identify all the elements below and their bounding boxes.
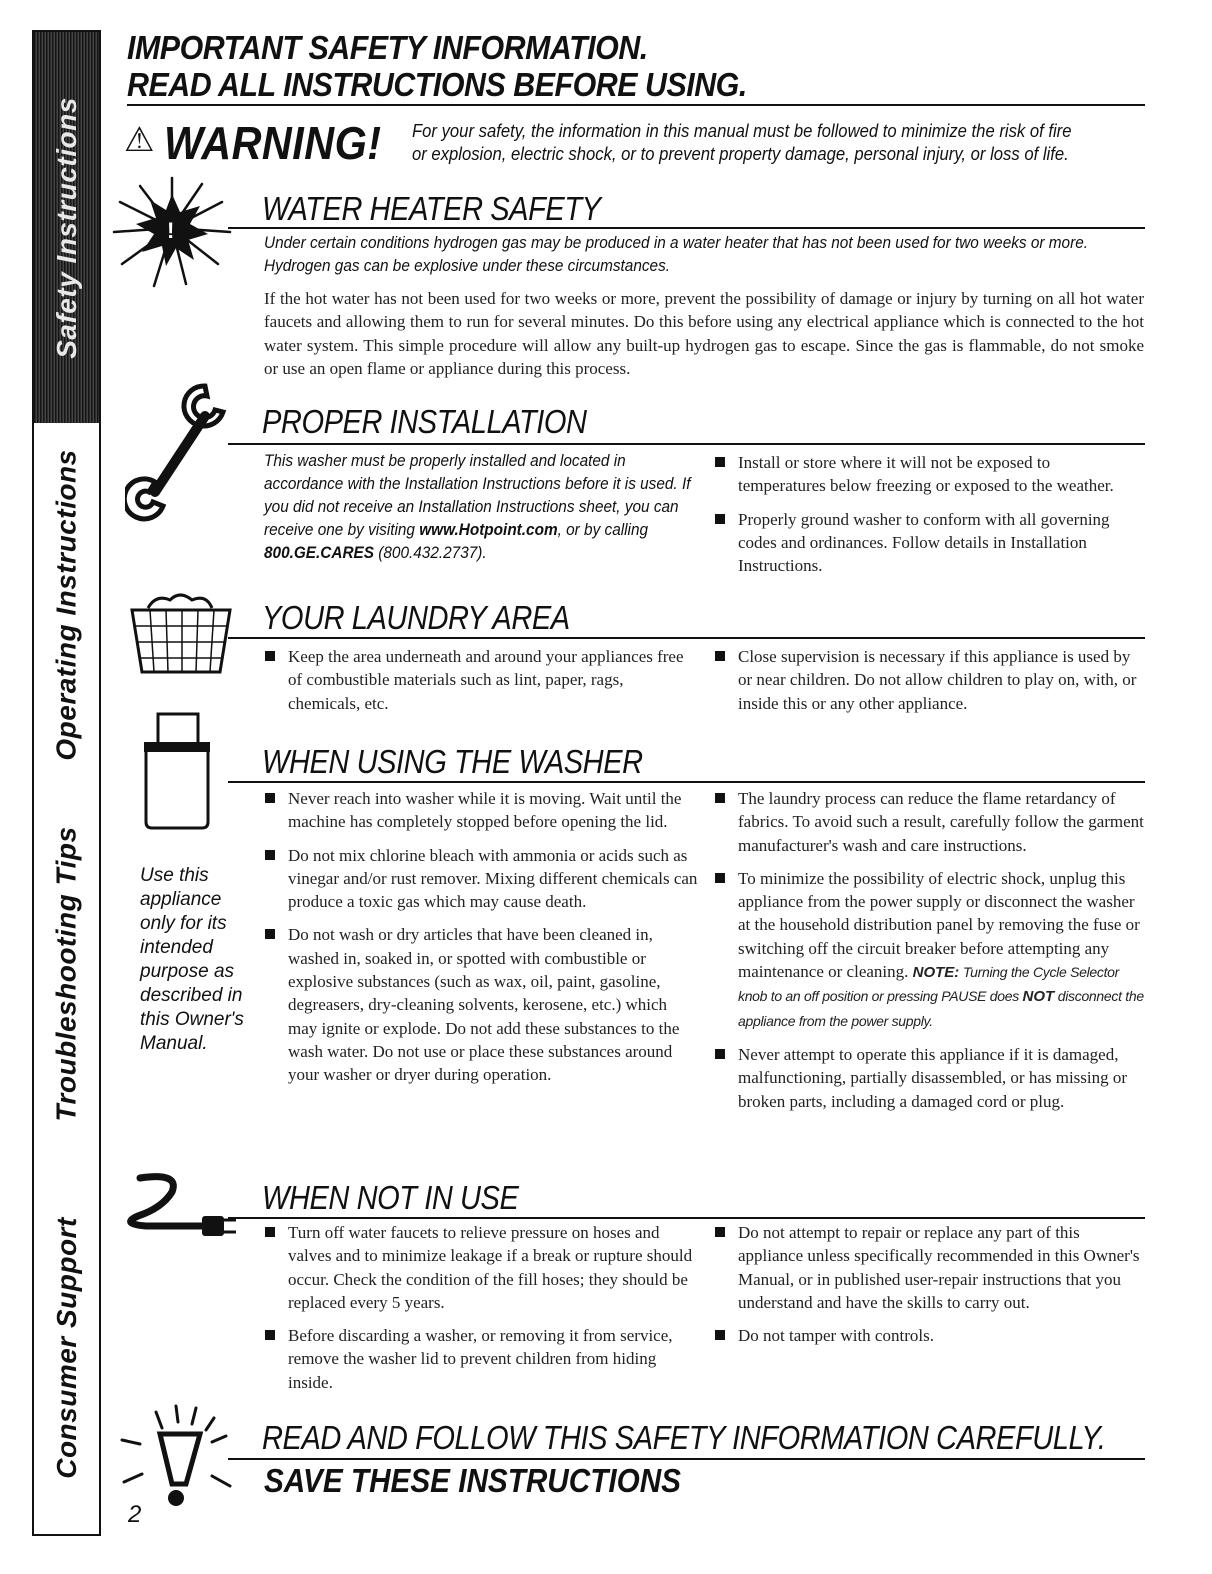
alert-bulb-icon xyxy=(118,1402,248,1512)
list-item: Do not tamper with controls. xyxy=(712,1324,1144,1347)
svg-text:!: ! xyxy=(167,218,175,243)
list-item: Install or store where it will not be exposed to temperatures below freezing or exposed to the weather. xyxy=(712,451,1142,498)
section-rule xyxy=(228,443,1145,445)
section-rule xyxy=(228,227,1145,229)
section-heading-water-heater: WATER HEATER SAFETY xyxy=(262,190,601,227)
laundry-basket-icon xyxy=(126,590,236,680)
tab-consumer-support[interactable] xyxy=(32,1162,101,1536)
tab-label: Operating Instructions xyxy=(50,448,82,761)
warning-text-2: or explosion, electric shock, or to prevent property damage, personal injury, or loss of life. xyxy=(412,143,1069,164)
using-list-right xyxy=(712,787,1146,1123)
list-item: To minimize the possibility of electric shock, unplug this appliance from the power supply or disconnect the washer at the household distribution panel by removing the fuse or switching off the circuit breaker before attempting any maintenance or cleaning. NOTE: Turning the Cycle Selector knob to an off position or pressing PAUSE does NOT disconnect the appliance from the power supply. xyxy=(712,867,1146,1033)
list-item: Do not mix chlorine bleach with ammonia or acids such as vinegar and/or rust remover. Mixing different chemicals can produce a toxic gas which may cause death. xyxy=(262,844,698,914)
section-heading-laundry-area: YOUR LAUNDRY AREA xyxy=(262,599,570,636)
section-rule xyxy=(228,781,1145,783)
list-item: Never reach into washer while it is moving. Wait until the machine has completely stopped before opening the lid. xyxy=(262,787,698,834)
list-item: Keep the area underneath and around your appliances free of combustible materials such as lint, paper, rags, chemicals, etc. xyxy=(262,645,692,715)
wrench-icon xyxy=(125,382,235,532)
phone-name: 800.GE.CARES xyxy=(264,544,375,562)
water-heater-lead: Under certain conditions hydrogen gas may be produced in a water heater that has not been used for two weeks or more. Hydrogen gas can be explosive under these circumstances. xyxy=(264,234,1088,275)
section-heading-not-in-use: WHEN NOT IN USE xyxy=(262,1179,519,1216)
section-heading-installation: PROPER INSTALLATION xyxy=(262,403,587,440)
installation-lead: This washer must be properly installed and located in accordance with the Installation Instructions before it is used. If you did not receive an Installation Instructions sheet, you can receive one by visiting www.Hotpoint.com, or by calling 800.GE.CARES (800.432.2737). xyxy=(264,452,691,562)
laundry-list-left xyxy=(262,645,692,725)
list-item: Never attempt to operate this appliance if it is damaged, malfunctioning, partially disassembled, or has missing or broken parts, including a damaged cord or plug. xyxy=(712,1043,1146,1113)
website-link[interactable]: www.Hotpoint.com xyxy=(419,521,558,539)
water-heater-body: If the hot water has not been used for two weeks or more, prevent the possibility of damage or injury by turning on all hot water faucets and allowing them to run for several minutes. Do this before using any electrical appliance which is connected to the hot water system. This simple procedure will allow any built-up hydrogen gas to escape. Since the gas is flammable, do not smoke or use an open flame or appliance during this process. xyxy=(264,289,1144,378)
list-item: Turn off water faucets to relieve pressure on hoses and valves and to minimize leakage if a break or rupture should occur. Check the condition of the fill hoses; they should be replaced every 5 years. xyxy=(262,1221,698,1314)
tab-label: Safety Instructions xyxy=(50,96,82,359)
list-item: Close supervision is necessary if this appliance is used by or near children. Do not allow children to play on, with, or inside this or any other appliance. xyxy=(712,645,1144,715)
footer-rule xyxy=(228,1458,1145,1460)
note-label: NOTE: xyxy=(912,964,960,982)
tab-label: Consumer Support xyxy=(50,1217,82,1479)
list-item: Do not attempt to repair or replace any part of this appliance unless specifically recommended in this Owner's Manual, or in published user-repair instructions that you understand and have the skills to carry out. xyxy=(712,1221,1144,1314)
tab-troubleshooting-tips[interactable] xyxy=(32,786,101,1164)
warning-triangle-icon: ⚠ xyxy=(124,122,155,159)
warning-label: WARNING! xyxy=(164,117,382,169)
power-cord-icon xyxy=(122,1172,252,1252)
footer-line1: READ AND FOLLOW THIS SAFETY INFORMATION CAREFULLY. xyxy=(262,1419,1106,1456)
tab-safety-instructions[interactable] xyxy=(32,30,101,425)
footer-line2: SAVE THESE INSTRUCTIONS xyxy=(264,1462,681,1499)
using-list-left xyxy=(262,787,698,1097)
title-rule xyxy=(127,104,1145,106)
explosion-icon xyxy=(110,172,240,292)
list-item: Properly ground washer to conform with all governing codes and ordinances. Follow details in Installation Instructions. xyxy=(712,508,1142,578)
page-number: 2 xyxy=(128,1501,142,1528)
section-rule xyxy=(228,637,1145,639)
tab-label: Troubleshooting Tips xyxy=(50,826,82,1122)
page-title-line2: READ ALL INSTRUCTIONS BEFORE USING. xyxy=(127,66,747,103)
list-item: Before discarding a washer, or removing it from service, remove the washer lid to prevent children from hiding inside. xyxy=(262,1324,698,1394)
page-title-line1: IMPORTANT SAFETY INFORMATION. xyxy=(127,29,648,66)
warning-text-1: For your safety, the information in this manual must be followed to minimize the risk of fire xyxy=(412,120,1072,141)
washer-icon xyxy=(136,712,216,832)
not-in-use-list-right xyxy=(712,1221,1144,1357)
usage-side-note: Use this appliance only for its intended purpose as described in this Owner's Manual. xyxy=(140,865,244,1054)
not-in-use-list-left xyxy=(262,1221,698,1404)
list-item: Do not wash or dry articles that have been cleaned in, washed in, soaked in, or spotted with combustible or explosive substances (such as wax, oil, paint, gasoline, degreasers, dry-cleaning solvents, kerosene, etc.) which may ignite or explode. Do not add these substances to the wash water. Do not use or place these substances around your washer or dryer during operation. xyxy=(262,923,698,1086)
section-rule xyxy=(228,1217,1145,1219)
installation-list xyxy=(712,451,1142,587)
section-heading-using-washer: WHEN USING THE WASHER xyxy=(262,743,643,780)
laundry-list-right xyxy=(712,645,1144,725)
list-item: The laundry process can reduce the flame retardancy of fabrics. To avoid such a result, carefully follow the garment manufacturer's wash and care instructions. xyxy=(712,787,1146,857)
tab-operating-instructions[interactable] xyxy=(32,423,101,788)
